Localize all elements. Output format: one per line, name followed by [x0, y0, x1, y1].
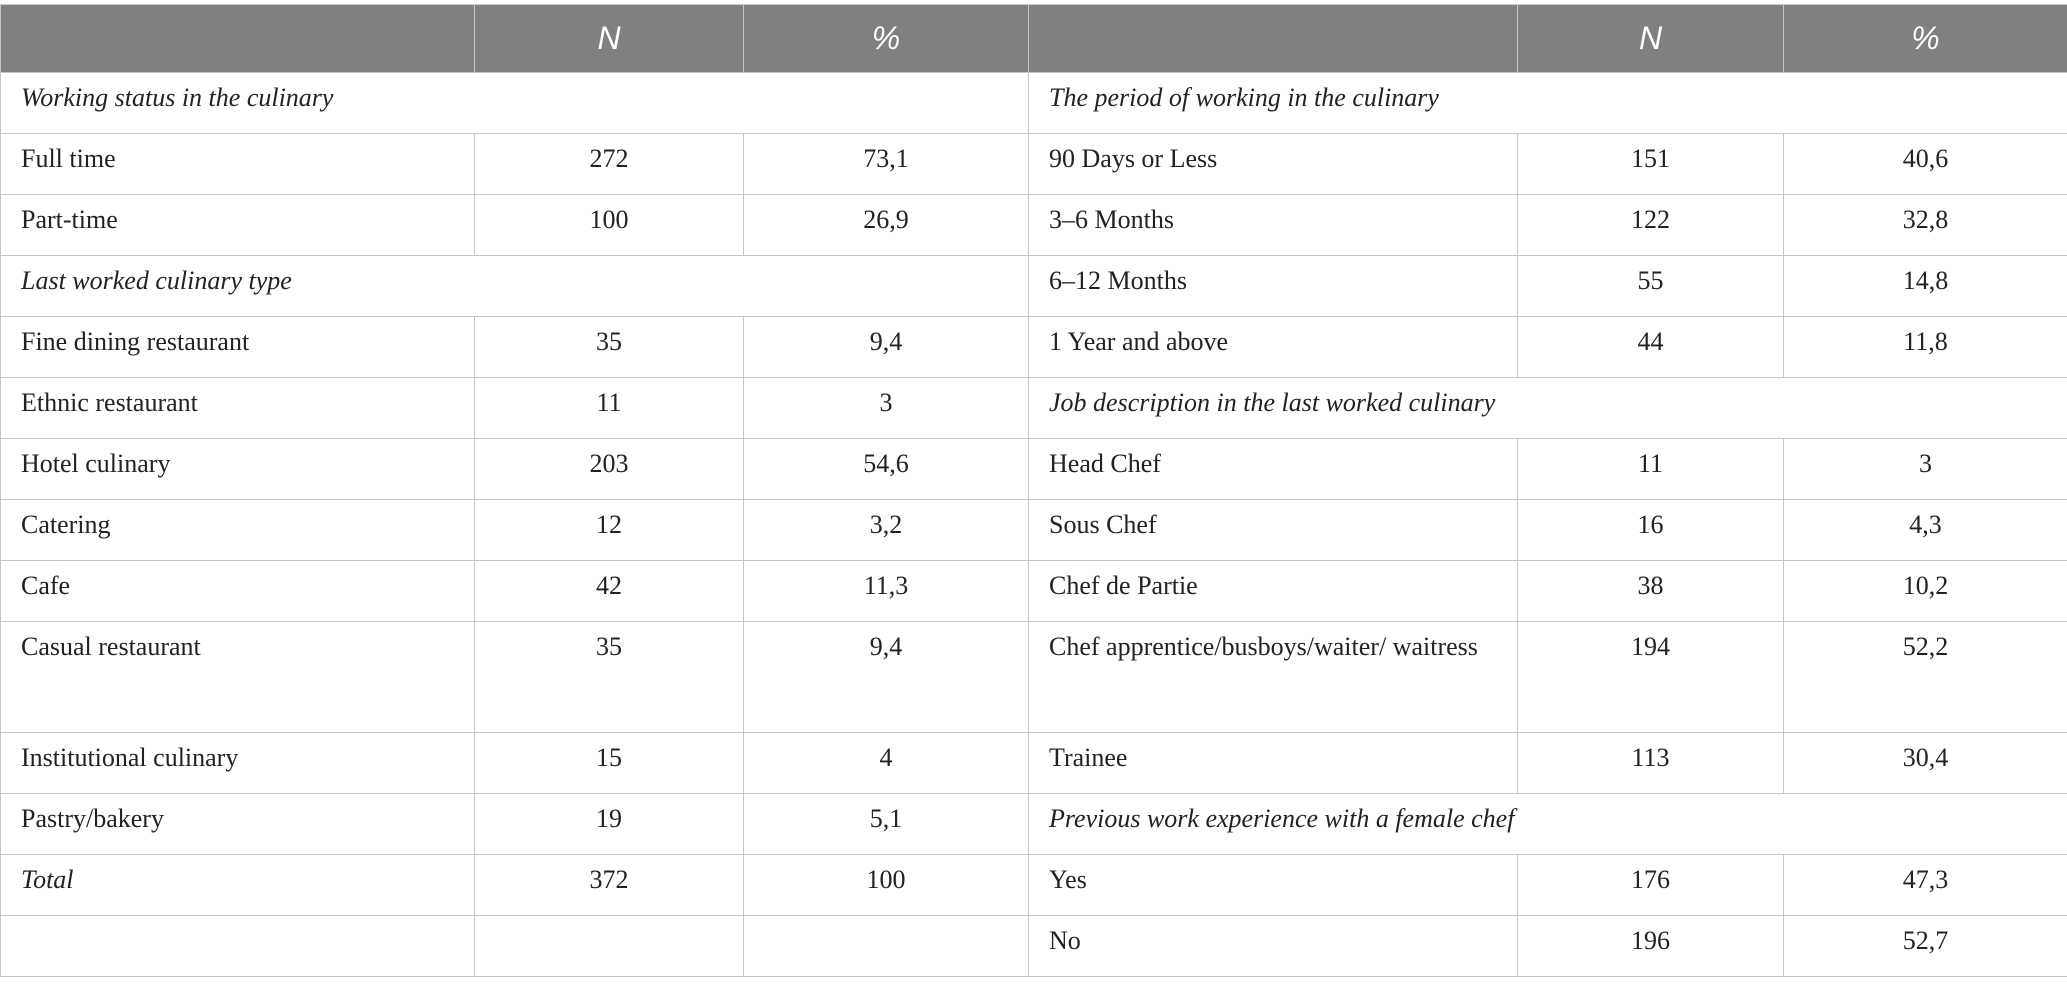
percent-cell: 47,3 — [1784, 855, 2067, 916]
count-cell: 35 — [475, 622, 744, 733]
item-label: Hotel culinary — [1, 439, 475, 500]
header-left-pct: % — [744, 5, 1029, 73]
count-cell: 19 — [475, 794, 744, 855]
percent-cell: 52,2 — [1784, 622, 2067, 733]
header-right-label — [1029, 5, 1518, 73]
count-cell: 44 — [1518, 317, 1784, 378]
table-row — [1, 561, 2067, 622]
empty-cell — [475, 916, 744, 977]
table-row — [1, 794, 2067, 855]
empty-cell — [744, 916, 1029, 977]
percent-cell: 3,2 — [744, 500, 1029, 561]
count-cell: 196 — [1518, 916, 1784, 977]
count-cell: 38 — [1518, 561, 1784, 622]
category-label: Working status in the culinary — [1, 73, 1029, 134]
item-label: Chef de Partie — [1029, 561, 1518, 622]
count-cell: 194 — [1518, 622, 1784, 733]
percent-cell: 100 — [744, 855, 1029, 916]
demographics-table — [0, 4, 2067, 977]
header-right-pct: % — [1784, 5, 2067, 73]
percent-cell: 3 — [744, 378, 1029, 439]
total-label: Total — [1, 855, 475, 916]
percent-cell: 10,2 — [1784, 561, 2067, 622]
count-cell: 12 — [475, 500, 744, 561]
count-cell: 122 — [1518, 195, 1784, 256]
item-label: Pastry/bakery — [1, 794, 475, 855]
count-cell: 42 — [475, 561, 744, 622]
category-label: Last worked culinary type — [1, 256, 1029, 317]
count-cell: 100 — [475, 195, 744, 256]
item-label: Chef apprentice/busboys/waiter/ waitress — [1029, 622, 1518, 733]
item-label: Trainee — [1029, 733, 1518, 794]
percent-cell: 5,1 — [744, 794, 1029, 855]
table-row — [1, 317, 2067, 378]
percent-cell: 4,3 — [1784, 500, 2067, 561]
percent-cell: 73,1 — [744, 134, 1029, 195]
category-label: The period of working in the culinary — [1029, 73, 2067, 134]
item-label: Yes — [1029, 855, 1518, 916]
table-row — [1, 733, 2067, 794]
table-row — [1, 195, 2067, 256]
item-label: 1 Year and above — [1029, 317, 1518, 378]
percent-cell: 40,6 — [1784, 134, 2067, 195]
item-label: Catering — [1, 500, 475, 561]
table-row — [1, 73, 2067, 134]
item-label: 6–12 Months — [1029, 256, 1518, 317]
table-row — [1, 378, 2067, 439]
percent-cell: 9,4 — [744, 317, 1029, 378]
category-label: Job description in the last worked culinary — [1029, 378, 2067, 439]
count-cell: 372 — [475, 855, 744, 916]
item-label: Cafe — [1, 561, 475, 622]
table-body — [1, 73, 2067, 977]
percent-cell: 14,8 — [1784, 256, 2067, 317]
count-cell: 55 — [1518, 256, 1784, 317]
percent-cell: 30,4 — [1784, 733, 2067, 794]
table-row — [1, 439, 2067, 500]
count-cell: 16 — [1518, 500, 1784, 561]
count-cell: 203 — [475, 439, 744, 500]
count-cell: 272 — [475, 134, 744, 195]
table-container — [0, 4, 2067, 977]
item-label: Institutional culinary — [1, 733, 475, 794]
percent-cell: 52,7 — [1784, 916, 2067, 977]
count-cell: 11 — [475, 378, 744, 439]
percent-cell: 9,4 — [744, 622, 1029, 733]
count-cell: 11 — [1518, 439, 1784, 500]
percent-cell: 54,6 — [744, 439, 1029, 500]
percent-cell: 11,8 — [1784, 317, 2067, 378]
item-label: Full time — [1, 134, 475, 195]
item-label: Casual restaurant — [1, 622, 475, 733]
header-right-n: N — [1518, 5, 1784, 73]
header-left-label — [1, 5, 475, 73]
item-label: Ethnic restaurant — [1, 378, 475, 439]
item-label: Part-time — [1, 195, 475, 256]
header-left-n: N — [475, 5, 744, 73]
item-label: Fine dining restaurant — [1, 317, 475, 378]
item-label: No — [1029, 916, 1518, 977]
count-cell: 176 — [1518, 855, 1784, 916]
table-row — [1, 622, 2067, 733]
empty-cell — [1, 916, 475, 977]
count-cell: 15 — [475, 733, 744, 794]
table-row — [1, 256, 2067, 317]
percent-cell: 4 — [744, 733, 1029, 794]
item-label: 3–6 Months — [1029, 195, 1518, 256]
count-cell: 35 — [475, 317, 744, 378]
table-row — [1, 500, 2067, 561]
item-label: Head Chef — [1029, 439, 1518, 500]
table-row — [1, 855, 2067, 916]
percent-cell: 11,3 — [744, 561, 1029, 622]
table-row — [1, 134, 2067, 195]
count-cell: 151 — [1518, 134, 1784, 195]
item-label: 90 Days or Less — [1029, 134, 1518, 195]
percent-cell: 32,8 — [1784, 195, 2067, 256]
percent-cell: 26,9 — [744, 195, 1029, 256]
header-row — [1, 5, 2067, 73]
table-row — [1, 916, 2067, 977]
category-label: Previous work experience with a female chef — [1029, 794, 2067, 855]
count-cell: 113 — [1518, 733, 1784, 794]
item-label: Sous Chef — [1029, 500, 1518, 561]
percent-cell: 3 — [1784, 439, 2067, 500]
